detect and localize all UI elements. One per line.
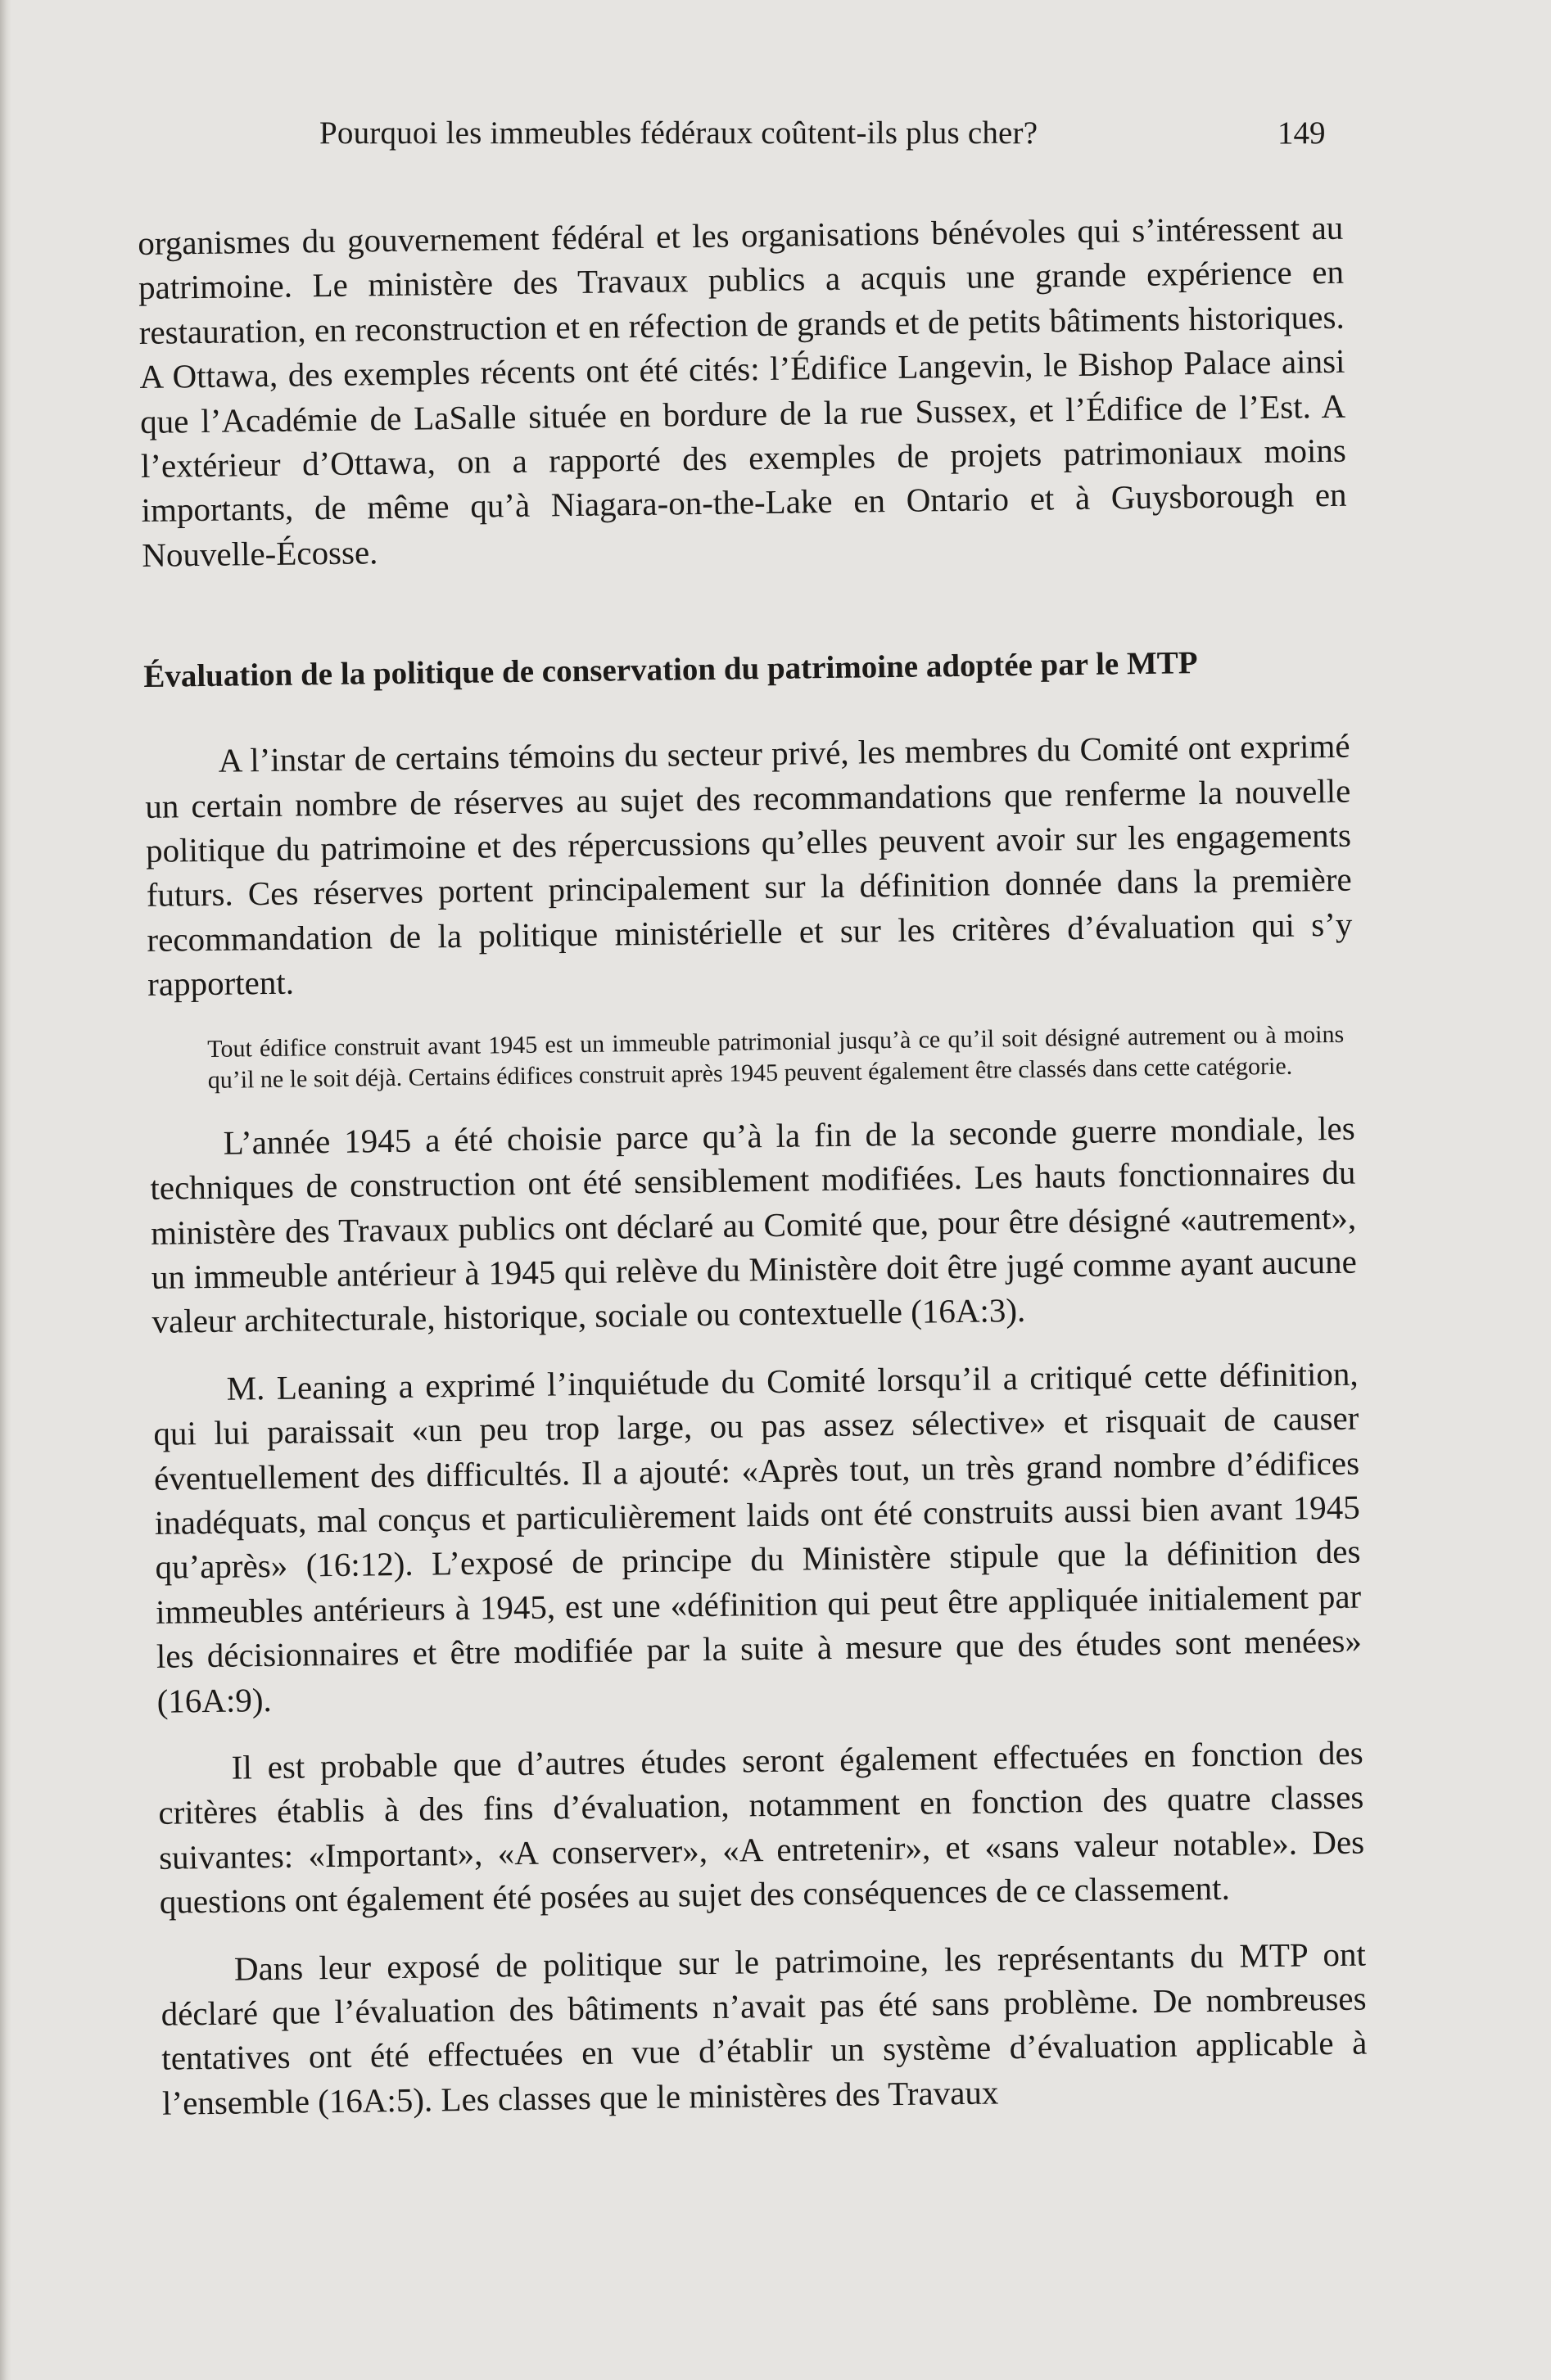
page-number: 149	[1277, 115, 1326, 151]
paragraph-leaning: M. Leaning a exprimé l’inquiétude du Comité lorsqu’il a critiqué cette définition, qui lui paraissait «un peu trop large, ou pas assez sélective» et risquait de causer éventuellement des difficultés. Il a ajouté: «Après tout, un très grand nombre d’édifices inadéquats, mal conçus et particulièrement laids ont été construits aussi bien avant 1945 qu’après» (16:12). L’exposé de principe du Ministère stipule que la définition des immeubles antérieurs à 1945, est une «définition qui peut être appliquée initialement par les décisionnaires et être modifiée par la suite à mesure que des études sont menées» (16A:9).	[153, 1354, 1363, 1720]
running-title: Pourquoi les immeubles fédéraux coûtent-ils plus cher?	[319, 115, 1038, 151]
paragraph-1945: L’année 1945 a été choisie parce qu’à la fin de la seconde guerre mondiale, les techniques de construction ont été sensiblement modifiées. Les hauts fonctionnaires du ministère des Travaux publics ont déclaré au Comité que, pour être désigné «autrement», un immeuble antérieur à 1945 qui relève du Ministère doit être jugé comme ayant aucune valeur architecturale, historique, sociale ou contextuelle (16A:3).	[150, 1109, 1358, 1341]
page-header	[319, 115, 1335, 164]
policy-quote: Tout édifice construit avant 1945 est un immeuble patrimonial jusqu’à ce qu’il soit désigné autrement ou à moins qu’il ne le soit déjà. Certains édifices construit après 1945 peuvent également être classés dans cette catégorie.	[207, 1020, 1345, 1094]
page-body	[138, 205, 1368, 2125]
paragraph-continued: organismes du gouvernement fédéral et les organisations bénévoles qui s’intéressent au patrimoine. Le ministère des Travaux publics a acquis une grande expérience en restauration, en reconstruction et en réfection de grands et de petits bâtiments historiques. A Ottawa, des exemples récents ont été cités: l’Édifice Langevin, le Bishop Palace ainsi que l’Académie de LaSalle située en bordure de la rue Sussex, et l’Édifice de l’Est. A l’extérieur d’Ottawa, on a rapporté des exemples de projets patrimoniaux moins importants, de même qu’à Niagara-on-the-Lake en Ontario et à Guysborough en Nouvelle-Écosse.	[138, 208, 1347, 574]
paragraph-evaluation: Dans leur exposé de politique sur le patrimoine, les représentants du MTP ont déclaré que l’évaluation des bâtiments n’avait pas été sans problème. De nombreuses tentatives ont été effectuées en vue d’établir un système d’évaluation applicable à l’ensemble (16A:5). Les classes que le ministères des Travaux	[161, 1935, 1368, 2122]
section-heading: Évaluation de la politique de conservation du patrimoine adoptée par le MTP	[143, 645, 1198, 695]
paragraph-reserves: A l’instar de certains témoins du secteur privé, les membres du Comité ont exprimé un certain nombre de réserves au sujet des recommandations que renferme la nouvelle politique du patrimoine et des répercussions qu’elles peuvent avoir sur les engagements futurs. Ces réserves portent principalement sur la définition donnée dans la première recommandation de la politique ministérielle et sur les critères d’évaluation qui s’y rapportent.	[145, 726, 1353, 1004]
paragraph-studies: Il est probable que d’autres études seront également effectuées en fonction des critères établis à des fins d’évaluation, notamment en fonction des quatre classes suivantes: «Important», «A conserver», «A entretenir», et «sans valeur notable». Des questions ont également été posées au sujet des conséquences de ce classement.	[158, 1733, 1365, 1922]
